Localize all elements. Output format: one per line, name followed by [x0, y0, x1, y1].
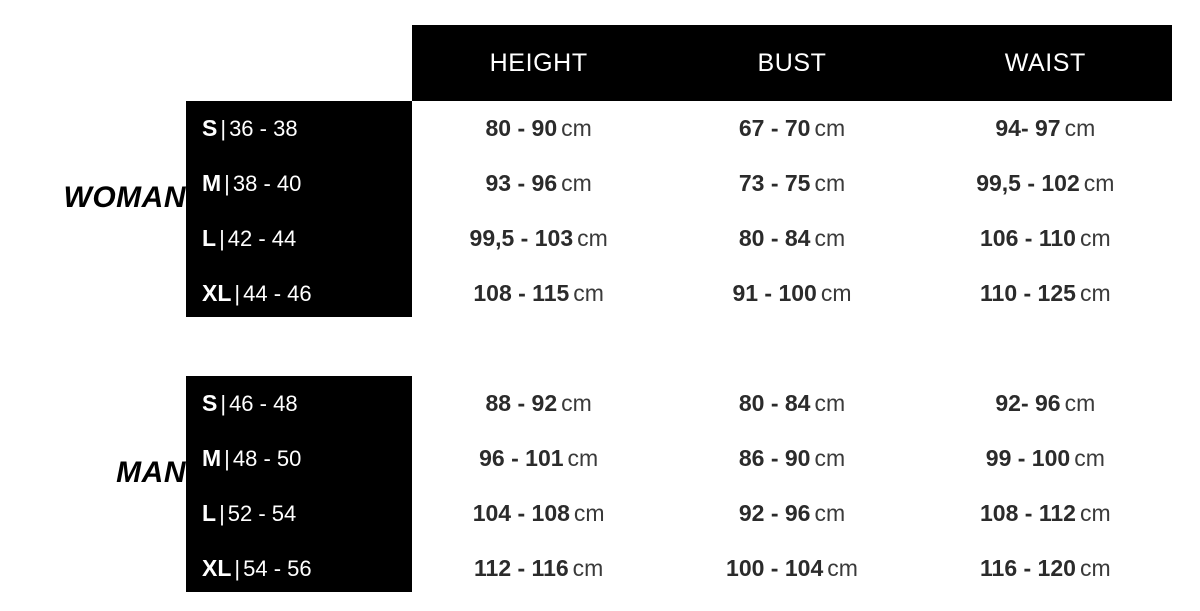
waist-value: 106 - 110 — [980, 224, 1076, 251]
size-cell — [186, 555, 412, 582]
waist-value: 99,5 - 102 — [976, 169, 1080, 196]
group-label-man: MAN — [116, 456, 186, 489]
size-range: 42 - 44 — [227, 225, 297, 251]
table-row — [186, 541, 1172, 595]
height-value: 96 - 101 — [479, 444, 564, 471]
table-row — [186, 486, 1172, 540]
size-cell — [186, 170, 412, 197]
height-cell — [412, 170, 665, 197]
height-unit: cm — [573, 279, 604, 306]
height-cell — [412, 225, 665, 252]
size-range: 38 - 40 — [232, 170, 302, 196]
height-cell — [412, 390, 665, 417]
waist-cell — [919, 500, 1172, 527]
bust-cell — [665, 225, 918, 252]
bust-cell — [665, 280, 918, 307]
bust-value: 92 - 96 — [738, 499, 811, 526]
bust-value: 67 - 70 — [738, 114, 811, 141]
bust-value: 73 - 75 — [738, 169, 811, 196]
header-row — [412, 25, 1172, 101]
size-separator: | — [234, 555, 241, 581]
bust-unit: cm — [814, 499, 846, 526]
height-cell — [412, 500, 665, 527]
waist-value: 94- 97 — [995, 114, 1061, 141]
size-separator: | — [219, 225, 225, 251]
height-unit: cm — [577, 224, 608, 251]
bust-value: 100 - 104 — [726, 554, 824, 581]
table-row — [186, 156, 1172, 210]
bust-unit: cm — [814, 444, 846, 471]
waist-cell — [919, 225, 1172, 252]
waist-cell — [919, 390, 1172, 417]
waist-unit: cm — [1074, 444, 1105, 471]
bust-cell — [665, 390, 918, 417]
height-unit: cm — [561, 389, 592, 416]
table-row — [186, 101, 1172, 155]
waist-cell — [919, 115, 1172, 142]
size-cell — [186, 225, 412, 252]
waist-value: 116 - 120 — [980, 554, 1076, 581]
waist-value: 99 - 100 — [985, 444, 1071, 471]
waist-unit: cm — [1083, 169, 1115, 196]
table-row — [186, 211, 1172, 265]
size-cell — [186, 445, 412, 472]
bust-unit: cm — [814, 169, 846, 196]
waist-unit: cm — [1079, 499, 1111, 526]
waist-unit: cm — [1079, 224, 1111, 251]
height-value: 80 - 90 — [485, 114, 558, 141]
size-separator: | — [220, 390, 227, 416]
height-unit: cm — [567, 444, 599, 471]
height-value: 93 - 96 — [485, 169, 558, 196]
waist-unit: cm — [1079, 554, 1111, 581]
waist-cell — [919, 280, 1172, 307]
waist-cell — [919, 170, 1172, 197]
size-separator: | — [224, 445, 230, 471]
size-cell — [186, 115, 412, 142]
size-cell — [186, 500, 412, 527]
bust-unit: cm — [814, 114, 846, 141]
table-row — [186, 376, 1172, 430]
bust-cell — [665, 500, 918, 527]
size-separator: | — [234, 280, 241, 306]
size-label: XL — [202, 279, 232, 306]
height-value: 104 - 108 — [472, 499, 570, 526]
height-value: 88 - 92 — [485, 389, 558, 416]
height-cell — [412, 115, 665, 142]
bust-value: 80 - 84 — [738, 224, 811, 251]
height-unit: cm — [572, 554, 604, 581]
table-row — [186, 431, 1172, 485]
size-range: 36 - 38 — [229, 115, 298, 141]
column-header-waist: WAIST — [1004, 48, 1086, 77]
group-label-woman: WOMAN — [63, 181, 186, 214]
size-label: M — [202, 444, 222, 471]
bust-unit: cm — [820, 279, 852, 306]
bust-value: 86 - 90 — [738, 444, 811, 471]
bust-unit: cm — [827, 554, 858, 581]
bust-value: 80 - 84 — [738, 389, 811, 416]
height-value: 108 - 115 — [473, 279, 570, 306]
height-value: 112 - 116 — [474, 554, 569, 581]
size-label: M — [202, 169, 222, 196]
size-range: 46 - 48 — [229, 390, 298, 416]
height-unit: cm — [561, 169, 592, 196]
bust-cell — [665, 115, 918, 142]
size-label: XL — [202, 554, 232, 581]
bust-unit: cm — [814, 224, 846, 251]
height-unit: cm — [561, 114, 592, 141]
waist-cell — [919, 445, 1172, 472]
waist-value: 92- 96 — [995, 389, 1061, 416]
bust-cell — [665, 445, 918, 472]
height-cell — [412, 280, 665, 307]
size-range: 54 - 56 — [243, 555, 312, 581]
waist-value: 110 - 125 — [980, 279, 1076, 306]
height-cell — [412, 445, 665, 472]
size-separator: | — [219, 500, 225, 526]
waist-value: 108 - 112 — [980, 499, 1076, 526]
size-label: S — [202, 114, 218, 141]
height-cell — [412, 555, 665, 582]
waist-cell — [919, 555, 1172, 582]
size-range: 44 - 46 — [243, 280, 312, 306]
size-range: 52 - 54 — [227, 500, 297, 526]
size-separator: | — [220, 115, 227, 141]
size-label: L — [202, 499, 217, 526]
height-value: 99,5 - 103 — [469, 224, 574, 251]
waist-unit: cm — [1079, 279, 1111, 306]
bust-cell — [665, 555, 918, 582]
column-header-height: HEIGHT — [489, 48, 588, 77]
height-unit: cm — [573, 499, 605, 526]
size-cell — [186, 390, 412, 417]
size-range: 48 - 50 — [232, 445, 302, 471]
table-row — [186, 266, 1172, 320]
waist-unit: cm — [1064, 114, 1096, 141]
bust-cell — [665, 170, 918, 197]
size-label: L — [202, 224, 217, 251]
size-separator: | — [224, 170, 230, 196]
column-header-bust: BUST — [757, 48, 827, 77]
size-cell — [186, 280, 412, 307]
bust-unit: cm — [814, 389, 846, 416]
size-label: S — [202, 389, 218, 416]
bust-value: 91 - 100 — [732, 279, 817, 306]
waist-unit: cm — [1064, 389, 1096, 416]
